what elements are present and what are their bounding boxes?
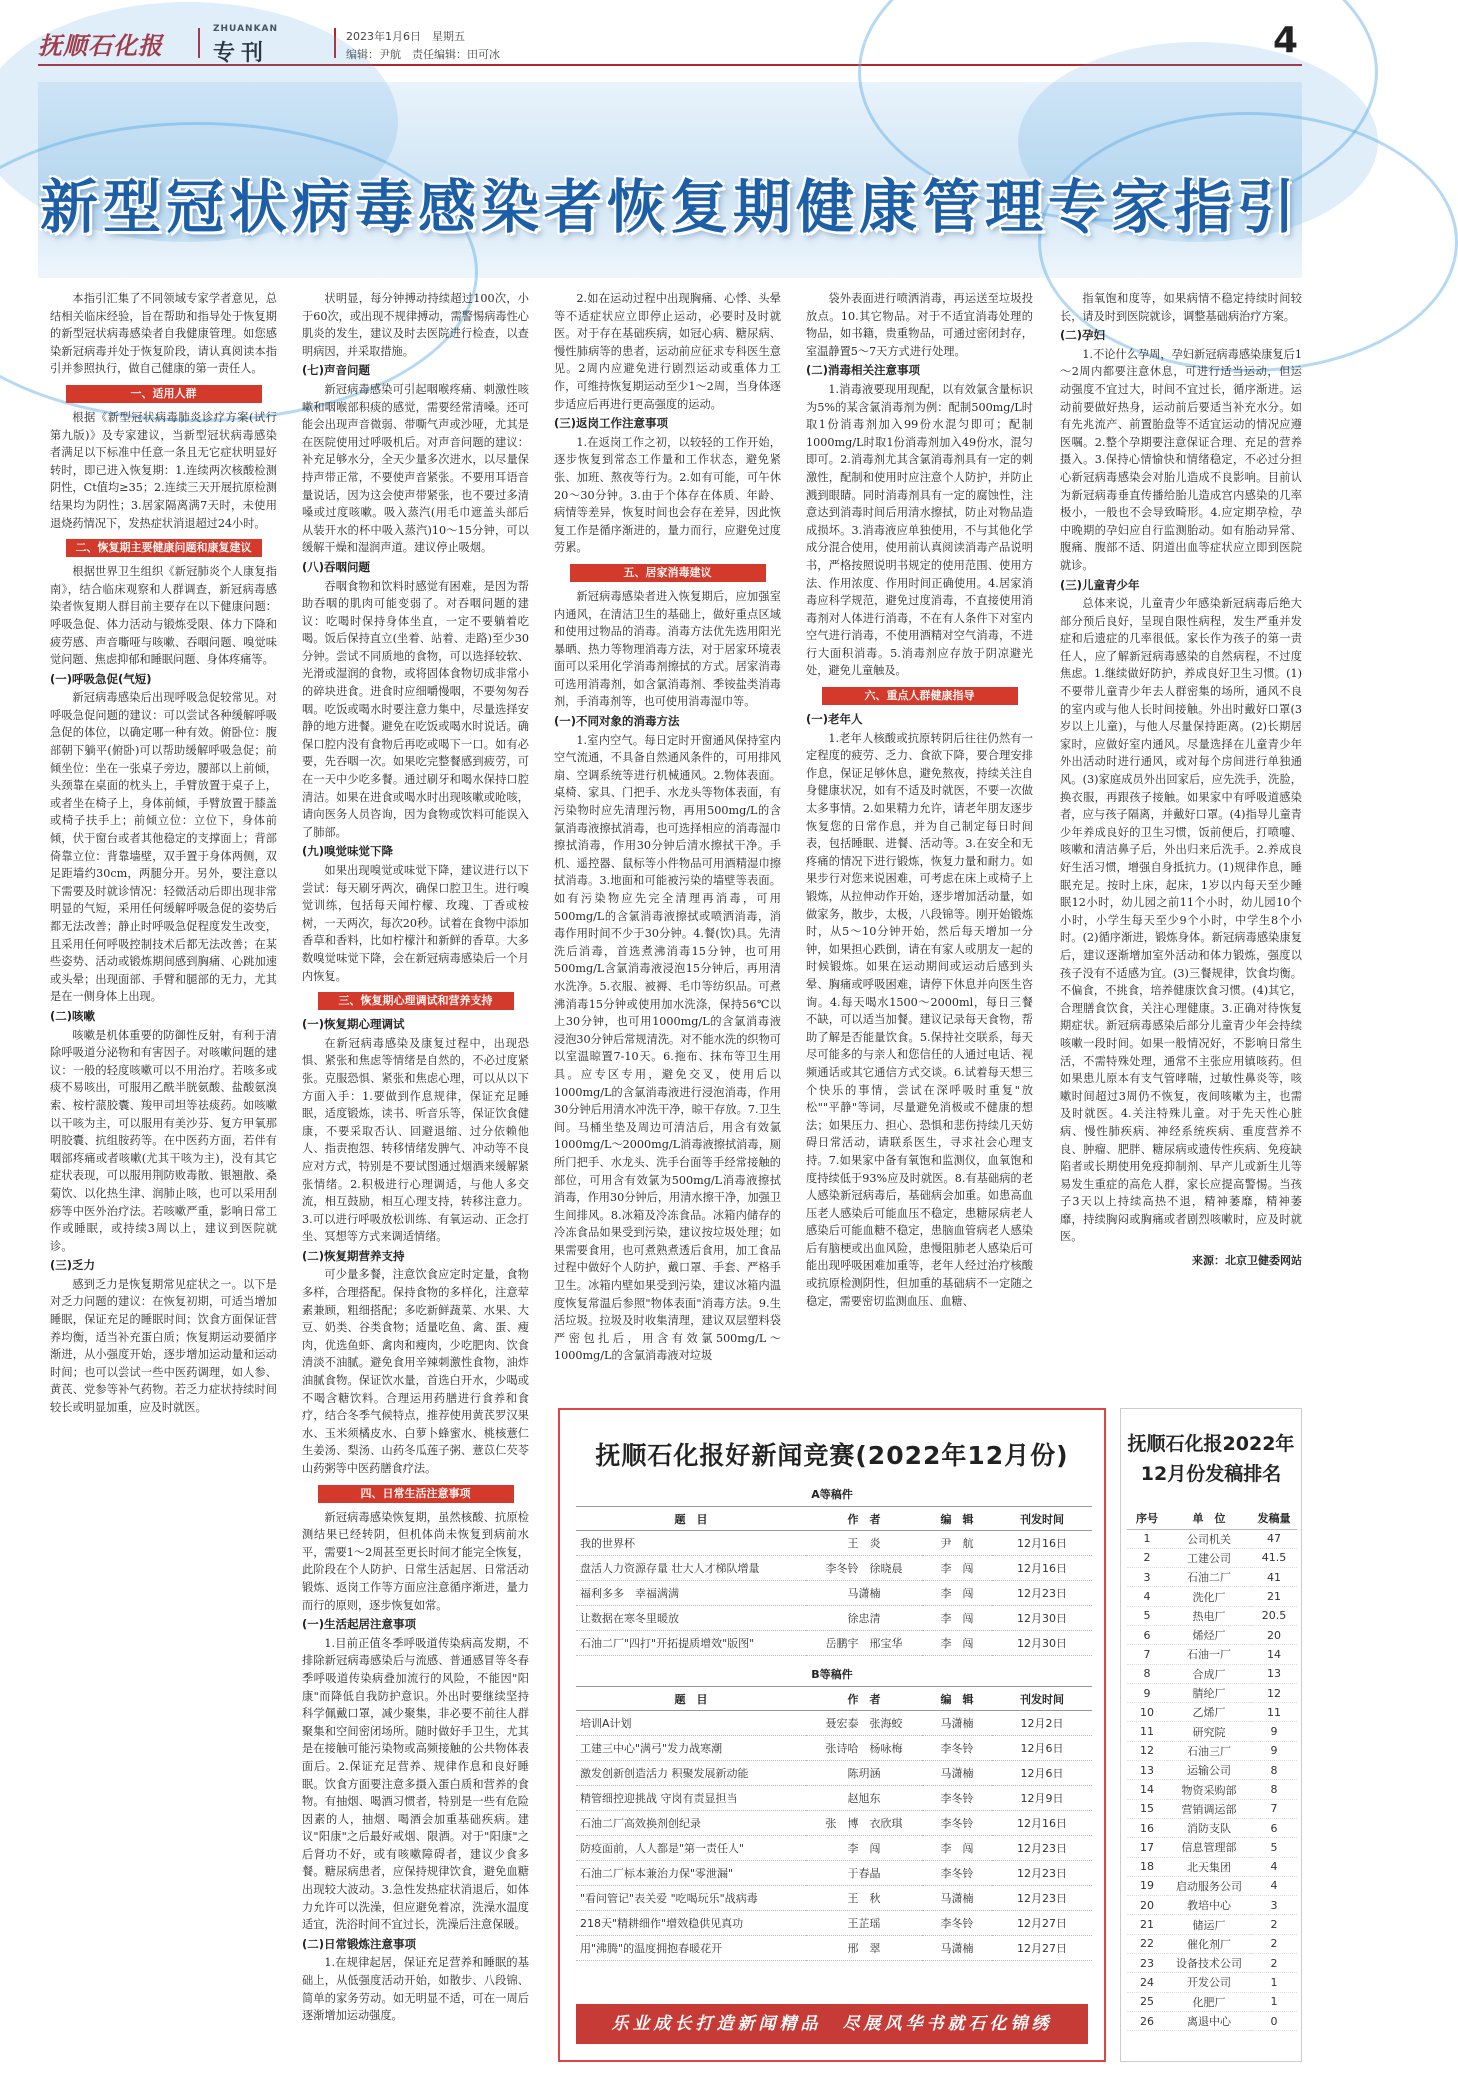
count-cell: 1 — [1251, 1992, 1297, 2011]
editor-cell: 马潇楠 — [922, 1711, 992, 1736]
unit-cell: 腈纶厂 — [1167, 1683, 1251, 1702]
unit-cell: 储运厂 — [1167, 1915, 1251, 1934]
rank-cell: 15 — [1127, 1799, 1167, 1818]
unit-cell: 信息管理部 — [1167, 1838, 1251, 1857]
column-header: 刊发时间 — [992, 1687, 1092, 1711]
count-cell: 47 — [1251, 1529, 1297, 1548]
contest-title: 抚顺石化报好新闻竞赛(2022年12月份) — [595, 1441, 1069, 1470]
table-row — [1127, 1992, 1297, 2011]
count-cell: 7 — [1251, 1799, 1297, 1818]
table-row — [1127, 1568, 1297, 1587]
table-row — [576, 1711, 1092, 1736]
article-title-cell: 石油二厂标本兼治力保"零泄漏" — [576, 1861, 806, 1886]
editor-cell: 尹 航 — [922, 1531, 992, 1556]
unit-cell: 石油二厂 — [1167, 1568, 1251, 1587]
table-row — [576, 1811, 1092, 1836]
section-heading: (一)老年人 — [806, 712, 863, 727]
article-title-cell: 激发创新创造活力 积聚发展新动能 — [576, 1761, 806, 1786]
rank-cell: 10 — [1127, 1703, 1167, 1722]
table-row — [1127, 1664, 1297, 1683]
section-heading: (二)咳嗽 — [50, 1008, 96, 1023]
section-subtitle: 三、恢复期心理调试和营养支持 — [318, 992, 514, 1010]
date-cell: 12月23日 — [992, 1581, 1092, 1606]
rank-cell: 19 — [1127, 1876, 1167, 1895]
table-row — [576, 1761, 1092, 1786]
section-heading: (二)消毒相关注意事项 — [806, 363, 921, 378]
ranking-table — [1127, 1507, 1297, 2031]
section-heading: (三)返岗工作注意事项 — [554, 416, 669, 431]
rank-cell: 26 — [1127, 2011, 1167, 2030]
section-name: 专刊 — [213, 41, 270, 66]
editor-cell: 李 闯 — [922, 1631, 992, 1656]
paragraph: 1.消毒液要现用现配，以有效氯含量标识为5%的某含氯消毒剂为例：配制500mg/L时取1份消毒剂加入99份水混匀即可；配制1000mg/L时取1份消毒剂加入49份水，混匀即可。2.消毒剂尤其含氯消毒剂具有一定的刺激性，配制和使用时应注意个人防护，并防止溅到眼睛。同时消毒剂具有一定的腐蚀性，注意达到消毒时间后用清水擦拭，防止对物品造成损坏。3.消毒液应单独使用，不与其他化学成分混合使用，使用前认真阅读消毒产品说明书，严格按照说明书规定的使用范围、使用方法、作用浓度、作用时间正确使用。4.居家消毒应科学规范，避免过度消毒，不直接使用消毒剂对人体进行消毒，不在有人条件下对室内空气进行消毒，不使用酒精对空气消毒，不进行大面积消毒。5.消毒剂应存放于阴凉避光处，避免儿童触及。 — [806, 382, 1033, 678]
date-cell: 12月16日 — [992, 1811, 1092, 1836]
date-cell: 12月23日 — [992, 1886, 1092, 1911]
article-title-cell: 用"沸腾"的温度拥抱春暖花开 — [576, 1936, 806, 1961]
unit-cell: 合成厂 — [1167, 1664, 1251, 1683]
rank-cell: 24 — [1127, 1973, 1167, 1992]
rank-cell: 2 — [1127, 1548, 1167, 1567]
rank-cell: 16 — [1127, 1818, 1167, 1837]
count-cell: 41.5 — [1251, 1548, 1297, 1567]
table-row — [576, 1606, 1092, 1631]
column-header: 作 者 — [806, 1687, 922, 1711]
date-cell: 12月30日 — [992, 1631, 1092, 1656]
table-row — [576, 1786, 1092, 1811]
section-heading: (三)乏力 — [50, 1258, 96, 1273]
date-cell: 12月30日 — [992, 1606, 1092, 1631]
paragraph: 本指引汇集了不同领域专家学者意见，总结相关临床经验，旨在帮助和指导处于恢复期的新型冠状病毒感染者自我健康管理。如您感染新冠病毒并处于恢复阶段，请认真阅读本指引并参照执行，做自己健康的第一责任人。 — [50, 292, 277, 376]
section-heading: (九)嗅觉味觉下降 — [302, 844, 394, 859]
editor-cell: 李冬铃 — [922, 1736, 992, 1761]
ranking-title-line: 抚顺石化报2022年 — [1127, 1433, 1295, 1455]
editor-cell: 李 闯 — [922, 1556, 992, 1581]
paragraph: 新冠病毒感染者进入恢复期后，应加强室内通风，在清洁卫生的基础上，做好重点区域和使用过物品的消毒。消毒方法优先选用阳光暴晒、热力等物理消毒方法，对于居家环境表面可以采用化学消毒剂擦拭的方式。居家消毒可选用消毒剂，如含氯消毒剂、季铵盐类消毒剂，手消毒剂等，也可使用消毒湿巾等。 — [554, 589, 781, 709]
rank-cell: 18 — [1127, 1857, 1167, 1876]
rank-cell: 11 — [1127, 1722, 1167, 1741]
table-row — [576, 1861, 1092, 1886]
count-cell: 2 — [1251, 1915, 1297, 1934]
article-column — [50, 290, 277, 1415]
article-title-cell: 精管细控迎挑战 守岗有责显担当 — [576, 1786, 806, 1811]
rank-cell: 3 — [1127, 1568, 1167, 1587]
table-row — [1127, 1683, 1297, 1702]
date-cell: 12月16日 — [992, 1556, 1092, 1581]
table-row — [1127, 1973, 1297, 1992]
section-subtitle: 六、重点人群健康指导 — [822, 687, 1018, 705]
table-row — [1127, 1799, 1297, 1818]
table-row — [1127, 1780, 1297, 1799]
author-cell: 于春晶 — [806, 1861, 922, 1886]
table-row — [1127, 1548, 1297, 1567]
paragraph: 新冠病毒感染可引起咽喉疼痛、刺激性咳嗽和咽喉部积痰的感觉，需要经常清嗓。还可能会出现声音微弱、带嘶气声或沙哑，尤其是在医院使用过呼吸机后。对声音问题的建议：补充足够水分，全天少量多次进水，以尽量保持声带正常，不要使声音紧张。不要用耳语音量说话，因为这会使声带紧张，也不要过多清嗓或过度咳嗽。吸入蒸汽(用毛巾遮盖头部后从装开水的杯中吸入蒸汽)10～15分钟，可以缓解干燥和湿润声道。建议停止吸烟。 — [302, 382, 529, 555]
grade-a-table — [576, 1506, 1092, 1656]
author-cell: 陈玥涵 — [806, 1761, 922, 1786]
grade-a-label: A等稿件 — [811, 1488, 853, 1501]
date-cell: 12月6日 — [992, 1761, 1092, 1786]
article-column — [806, 290, 1033, 1400]
section-subtitle: 一、适用人群 — [66, 385, 262, 403]
unit-cell: 消防支队 — [1167, 1818, 1251, 1837]
table-row — [1127, 1915, 1297, 1934]
table-row — [1127, 1818, 1297, 1837]
table-row — [1127, 1587, 1297, 1606]
section-heading: (七)声音问题 — [302, 363, 371, 378]
ranking-title-line: 12月份发稿排名 — [1140, 1463, 1282, 1485]
table-row — [576, 1836, 1092, 1861]
date-cell: 12月6日 — [992, 1736, 1092, 1761]
section-name-en: ZHUANKAN — [213, 24, 279, 34]
section-heading: (一)恢复期心理调试 — [302, 1017, 405, 1032]
table-row — [1127, 1954, 1297, 1973]
date-cell: 12月16日 — [992, 1531, 1092, 1556]
rank-cell: 14 — [1127, 1780, 1167, 1799]
unit-cell: 公司机关 — [1167, 1529, 1251, 1548]
paragraph: 袋外表面进行喷洒消毒，再运送至垃圾投放点。10.其它物品。对于不适宜消毒处理的物品，如书籍，贵重物品，可通过密闭封存，室温静置5～7天方式进行处理。 — [806, 292, 1033, 358]
paragraph: 1.不论什么孕周，孕妇新冠病毒感染康复后1～2周内都要注意休息，可进行适当运动，但运动强度不宜过大，时间不宜过长，循序渐进。运动前要做好热身，运动前后要适当补充水分。如有先兆流产、前置胎盘等不适宜运动的情况应遵医嘱。2.整个孕期要注意保证合理、充足的营养摄入。3.保持心情愉快和情绪稳定，不必过分担心新冠病毒感染会对胎儿造成不良影响。目前认为新冠病毒垂直传播给胎儿造成宫内感染的几率极小，一般也不会导致畸形。4.应定期孕检，孕中晚期的孕妇应自行监测胎动。如有胎动异常、腹痛、腹部不适、阴道出血等症状应立即到医院就诊。 — [1060, 347, 1302, 572]
count-cell: 3 — [1251, 1896, 1297, 1915]
article-title-cell: 我的世界杯 — [576, 1531, 806, 1556]
news-contest-box — [558, 1408, 1106, 2062]
table-row — [1127, 1896, 1297, 1915]
article-title-cell: 福利多多 幸福满满 — [576, 1581, 806, 1606]
ranking-box — [1120, 1408, 1302, 2062]
contest-footer-slogan: 乐业成长打造新闻精品 尽展风华书就石化锦绣 — [576, 2004, 1088, 2044]
headline: 新型冠状病毒感染者恢复期健康管理专家指引 — [39, 173, 1300, 241]
rank-cell: 7 — [1127, 1645, 1167, 1664]
unit-cell: 化肥厂 — [1167, 1992, 1251, 2011]
paragraph: 可少量多餐，注意饮食应定时定量，食物多样，合理搭配。保持食物的多样化，注意荤素兼顾，粗细搭配；多吃新鲜蔬菜、水果、大豆、奶类、谷类食物；适量吃鱼、禽、蛋、瘦肉，优选鱼虾、禽肉和瘦肉，少吃肥肉、饮食清淡不油腻。避免食用辛辣刺激性食物，油炸油腻食物。保证饮水量，首选白开水，少喝或不喝含糖饮料。合理运用药膳进行食养和食疗，结合冬季气候特点，推荐使用黄芪罗汉果水、玉米须橘皮水、白萝卜蜂蜜水、桃核薏仁生姜汤、梨汤、山药冬瓜莲子粥、薏苡仁芡苓山药粥等中医药膳食疗法。 — [302, 1268, 529, 1475]
column-header: 序号 — [1127, 1507, 1167, 1529]
table-row — [1127, 2011, 1297, 2030]
editor-cell: 李 闯 — [922, 1581, 992, 1606]
grade-b-table — [576, 1686, 1092, 1961]
column-header: 单 位 — [1167, 1507, 1251, 1529]
unit-cell: 运输公司 — [1167, 1761, 1251, 1780]
unit-cell: 启动服务公司 — [1167, 1876, 1251, 1895]
author-cell: 马潇楠 — [806, 1581, 922, 1606]
article-title-cell: "看问管记"表关爱 "吃喝玩乐"战病毒 — [576, 1886, 806, 1911]
editor-cell: 马潇楠 — [922, 1936, 992, 1961]
column-header: 题 目 — [576, 1687, 806, 1711]
table-row — [576, 1531, 1092, 1556]
count-cell: 8 — [1251, 1780, 1297, 1799]
rank-cell: 6 — [1127, 1625, 1167, 1644]
table-row — [576, 1556, 1092, 1581]
paragraph: 吞咽食物和饮料时感觉有困难，是因为帮助吞咽的肌肉可能变弱了。对吞咽问题的建议：吃喝时保持身体坐直，一定不要躺着吃喝。饭后保持直立(坐着、站着、走路)至少30分钟。尝试不同质地的食物，可以选择较软、光滑或湿润的食物，或将固体食物切成非常小的碎块进食。进食时应细嚼慢咽，不要匆匆吞咽。吃饭或喝水时要注意力集中，尽量选择安静的地方进餐。避免在吃饭或喝水时说话。确保口腔内没有食物后再吃或喝下一口。如有必要，先吞咽一次。如果吃完整餐感到疲劳，可在一天中少吃多餐。通过刷牙和喝水保持口腔清洁。如果在进食或喝水时出现咳嗽或呛咳，请向医务人员咨询，因为食物或饮料可能误入了肺部。 — [302, 579, 529, 839]
count-cell: 4 — [1251, 1876, 1297, 1895]
paragraph: 如果出现嗅觉或味觉下降，建议进行以下尝试：每天刷牙两次，确保口腔卫生。进行嗅觉训练，包括每天闻柠檬、玫瑰、丁香或桉树，一天两次，每次20秒。试着在食物中添加香草和香料，比如柠檬汁和新鲜的香草。大多数嗅觉味觉下降，会在新冠病毒感染后一个月内恢复。 — [302, 864, 529, 983]
editors-line: 编辑：尹航 责任编辑：田可冰 — [346, 48, 500, 61]
author-cell: 聂宏泰 张海蛟 — [806, 1711, 922, 1736]
editor-cell: 李冬铃 — [922, 1861, 992, 1886]
table-row — [576, 1736, 1092, 1761]
count-cell: 6 — [1251, 1818, 1297, 1837]
count-cell: 9 — [1251, 1722, 1297, 1741]
count-cell: 0 — [1251, 2011, 1297, 2030]
count-cell: 9 — [1251, 1741, 1297, 1760]
paragraph: 1.目前正值冬季呼吸道传染病高发期，不排除新冠病毒感染后与流感、普通感冒等冬春季呼吸道传染病叠加流行的风险，不能因"阳康"而降低自我防护意识。外出时要继续坚持科学佩戴口罩，减少聚集，非必要不前往人群聚集和空间密闭场所。随时做好手卫生，尤其是在接触可能污染物或高频接触的公共物体表面后。2.保证充足营养、规律作息和良好睡眠。饮食方面要注意多摄入蛋白质和营养的食物。有抽烟、喝酒习惯者，特别是一些有危险因素的人，抽烟、喝酒会加重基础疾病。建议"阳康"之后最好戒烟、限酒。对于"阳康"之后肾功不好，或有咳嗽障碍者，建议少食多餐。糖尿病患者，应保持规律饮食，避免血糖出现较大波动。3.急性发热症状消退后，如体力允许可以洗澡，但应避免着凉，洗澡水温度适宜，洗浴时间不宜过长，洗澡后注意保暖。 — [302, 1636, 529, 1932]
rank-cell: 5 — [1127, 1606, 1167, 1625]
count-cell: 20 — [1251, 1625, 1297, 1644]
rank-cell: 17 — [1127, 1838, 1167, 1857]
paragraph: 在新冠病毒感染及康复过程中，出现恐惧、紧张和焦虑等情绪是自然的，不必过度紧张。克服恐惧、紧张和焦虑心理，可以从以下方面入手：1.要做到作息规律，保证充足睡眠，适度锻炼，读书、听音乐等，保证饮食健康，不要采取否认、回避退缩、过分依赖他人、指责抱怨、转移情绪发脾气、冲动等不良应对方式，特别是不要试图通过烟酒来缓解紧张情绪。2.积极进行心理调适，与他人多交流，相互鼓励，相互心理支持，转移注意力。3.可以进行呼吸放松训练、有氧运动、正念打坐、冥想等方式来调适情绪。 — [302, 1036, 529, 1244]
table-row — [1127, 1529, 1297, 1548]
editor-cell: 李冬铃 — [922, 1911, 992, 1936]
editor-cell: 马潇楠 — [922, 1761, 992, 1786]
unit-cell: 研究院 — [1167, 1722, 1251, 1741]
table-row — [576, 1936, 1092, 1961]
paragraph: 2.如在运动过程中出现胸痛、心悸、头晕等不适症状应立即停止运动，必要时及时就医。对于存在基础疾病，如冠心病、糖尿病、慢性肺病等的患者，运动前应征求专科医生意见。2周内应避免进行剧烈运动或重体力工作，可维持恢复期运动至少1～2周，当身体逐步适应后再进行更高强度的运动。 — [554, 292, 781, 411]
paragraph: 新冠病毒感染后出现呼吸急促较常见。对呼吸急促问题的建议：可以尝试各种缓解呼吸急促的体位，以确定哪一种有效。俯卧位：腹部朝下躺平(俯卧)可以帮助缓解呼吸急促；前倾坐位：坐在一张桌子旁边，腰部以上前倾，头颈靠在桌面的枕头上，手臂放置于桌子上，或者坐在椅子上，身体前倾，手臂放置于膝盖或椅子扶手上；前倾立位：立位下，身体前倾，伏于窗台或者其他稳定的支撑面上；背部倚靠立位：背靠墙壁，双手置于身体两侧，双足距墙约30cm，两腿分开。另外，要注意以下需要及时就诊情况：轻微活动后即出现非常明显的气短，采用任何缓解呼吸急促的姿势后都无法改善；静止时呼吸急促程度发生改变，且采用任何呼吸控制技术后都无法改善；在某些姿势、活动或锻炼期间感到胸痛、心跳加速或头晕；出现面部、手臂和腿部的无力，尤其是在一侧身体上出现。 — [50, 691, 277, 1004]
unit-cell: 催化剂厂 — [1167, 1934, 1251, 1953]
article-title-cell: 防疫面前，人人都是"第一责任人" — [576, 1836, 806, 1861]
section-heading: (二)恢复期营养支持 — [302, 1248, 405, 1263]
count-cell: 2 — [1251, 1934, 1297, 1953]
count-cell: 4 — [1251, 1857, 1297, 1876]
column-header: 发稿量 — [1251, 1507, 1297, 1529]
author-cell: 徐忠清 — [806, 1606, 922, 1631]
count-cell: 14 — [1251, 1645, 1297, 1664]
author-cell: 赵旭东 — [806, 1786, 922, 1811]
unit-cell: 石油三厂 — [1167, 1741, 1251, 1760]
editor-cell: 李 闯 — [922, 1606, 992, 1631]
article-title-cell: 盘活人力资源存量 壮大人才梯队增量 — [576, 1556, 806, 1581]
table-row — [576, 1581, 1092, 1606]
article-title-cell: 培训A计划 — [576, 1711, 806, 1736]
count-cell: 41 — [1251, 1568, 1297, 1587]
count-cell: 12 — [1251, 1683, 1297, 1702]
author-cell: 邢 翠 — [806, 1936, 922, 1961]
section-heading: (一)生活起居注意事项 — [302, 1617, 417, 1632]
count-cell: 21 — [1251, 1587, 1297, 1606]
count-cell: 20.5 — [1251, 1606, 1297, 1625]
newspaper-logo: 抚顺石化报 — [38, 31, 163, 60]
count-cell: 2 — [1251, 1954, 1297, 1973]
rank-cell: 20 — [1127, 1896, 1167, 1915]
table-row — [1127, 1934, 1297, 1953]
paragraph: 咳嗽是机体重要的防御性反射，有利于清除呼吸道分泌物和有害因子。对咳嗽问题的建议：一般的轻度咳嗽可以不用治疗。若咳多或痰不易咳出，可服用乙酰半胱氨酸、盐酸氨溴索、桉柠蒎胶囊、羧甲司坦等祛痰药。如咳嗽以干咳为主，可以服用有美沙芬、复方甲氧那明胶囊、抗组胺药等。在中医药方面，若伴有咽部疼痛或者咳嗽(尤其干咳为主)，没有其它症状表现，可以服用荆防败毒散、银翘散、桑菊饮、以化热生津、润肺止咳，也可以采用刮痧等中医外治疗法。若咳嗽严重，影响日常工作或睡眠，或持续3周以上，建议到医院就诊。 — [50, 1028, 277, 1253]
unit-cell: 洗化厂 — [1167, 1587, 1251, 1606]
ranking-title — [1121, 1429, 1301, 1489]
page-number: 4 — [1272, 20, 1298, 61]
article-source: 来源：北京卫健委网站 — [1192, 1254, 1302, 1268]
editor-cell: 马潇楠 — [922, 1886, 992, 1911]
section-heading: (八)吞咽问题 — [302, 559, 371, 574]
column-header: 编 辑 — [922, 1507, 992, 1531]
editor-cell: 李 闯 — [922, 1836, 992, 1861]
unit-cell: 北天集团 — [1167, 1857, 1251, 1876]
author-cell: 李冬铃 徐晓晨 — [806, 1556, 922, 1581]
date-cell: 12月23日 — [992, 1836, 1092, 1861]
author-cell: 王 秋 — [806, 1886, 922, 1911]
paragraph: 感到乏力是恢复期常见症状之一。以下是对乏力问题的建议：在恢复初期，可适当增加睡眠，保证充足的睡眠时间；饮食方面保证营养均衡，适当补充蛋白质；恢复期运动要循序渐进，从小强度开始，逐步增加运动量和运动时间；也可以尝试一些中医药调理，如人参、黄芪、党参等补气药物。若乏力症状持续时间较长或明显加重，应及时就医。 — [50, 1277, 277, 1415]
article-title-cell: 石油二厂"四打"开拓提质增效"版图" — [576, 1631, 806, 1656]
unit-cell: 离退中心 — [1167, 2011, 1251, 2030]
column-header: 题 目 — [576, 1507, 806, 1531]
editor-cell: 李冬铃 — [922, 1786, 992, 1811]
count-cell: 8 — [1251, 1761, 1297, 1780]
table-row — [1127, 1625, 1297, 1644]
table-row — [1127, 1741, 1297, 1760]
section-heading: (三)儿童青少年 — [1060, 577, 1140, 592]
table-row — [576, 1886, 1092, 1911]
section-heading: (二)日常锻炼注意事项 — [302, 1936, 417, 1951]
date-cell: 12月23日 — [992, 1861, 1092, 1886]
table-row — [1127, 1722, 1297, 1741]
rank-cell: 25 — [1127, 1992, 1167, 2011]
column-header: 作 者 — [806, 1507, 922, 1531]
unit-cell: 教培中心 — [1167, 1896, 1251, 1915]
grade-b-label: B等稿件 — [811, 1668, 853, 1681]
rank-cell: 9 — [1127, 1683, 1167, 1702]
rank-cell: 1 — [1127, 1529, 1167, 1548]
unit-cell: 热电厂 — [1167, 1606, 1251, 1625]
paragraph: 根据世界卫生组织《新冠肺炎个人康复指南》，结合临床观察和人群调查，新冠病毒感染者恢复期人群目前主要存在以下健康问题：呼吸急促、体力活动与锻炼受限、体力下降和疲劳感、声音嘶哑与咳嗽、吞咽问题、嗅觉味觉问题、焦虑抑郁和睡眠问题、身体疼痛等。 — [50, 565, 277, 667]
table-row — [1127, 1838, 1297, 1857]
section-heading: (二)孕妇 — [1060, 328, 1106, 343]
date-cell: 12月27日 — [992, 1911, 1092, 1936]
table-row — [1127, 1645, 1297, 1664]
table-row — [1127, 1876, 1297, 1895]
count-cell: 13 — [1251, 1664, 1297, 1683]
section-heading: (一)呼吸急促(气短) — [50, 671, 152, 686]
unit-cell: 乙烯厂 — [1167, 1703, 1251, 1722]
paragraph: 指氧饱和度等，如果病情不稳定持续时间较长，请及时到医院就诊，调整基础病治疗方案。 — [1060, 292, 1302, 323]
rank-cell: 4 — [1127, 1587, 1167, 1606]
unit-cell: 工建公司 — [1167, 1548, 1251, 1567]
article-title-cell: 工建三中心"满弓"发力战寒潮 — [576, 1736, 806, 1761]
author-cell: 王芷瑶 — [806, 1911, 922, 1936]
rank-cell: 21 — [1127, 1915, 1167, 1934]
article-title-cell: 石油二厂高效换剂创纪录 — [576, 1811, 806, 1836]
table-row — [576, 1911, 1092, 1936]
paragraph: 总体来说，儿童青少年感染新冠病毒后绝大部分预后良好，呈现自限性病程，发生严重并发症和后遗症的几率很低。家长作为孩子的第一责任人，应了解新冠病毒感染的自然病程，不过度焦虑。1.继续做好防护，养成良好卫生习惯。(1)不要带儿童青少年去人群密集的场所，通风不良的室内或与他人长时间接触。外出时戴好口罩(3岁以上儿童)，与他人尽量保持距离。(2)长期居家时，应做好室内通风。尽量选择在儿童青少年外出活动时进行通风，或对每个房间进行单独通风。(3)家庭成员外出回家后，应先洗手，洗脸，换衣服，再跟孩子接触。如果家中有呼吸道感染者，应与孩子隔离，并戴好口罩。(4)指导儿童青少年养成良好的卫生习惯，饭前便后，打喷嚏、咳嗽和清洁鼻子后，外出归来后洗手。2.养成良好生活习惯，增强自身抵抗力。(1)规律作息，睡眠充足。按时上床，起床，1岁以内每天至少睡眠12小时，幼儿园之前11个小时，幼儿园10个小时，小学生每天至少9个小时，中学生8个小时。(2)循序渐进，锻炼身体。新冠病毒感染康复后，建议逐渐增加室外活动和体力锻炼，强度以孩子没有不适感为宜。(3)三餐规律，饮食均衡。不偏食，不挑食，培养健康饮食习惯。(4)其它，合理膳食饮食，关注心理健康。3.正确对待恢复期症状。新冠病毒感染后部分儿童青少年会持续咳嗽一段时间。如果一般情况好，不影响日常生活，不需特殊处理，通常不主张应用镇咳药。但如果患儿原本有支气管哮喘，过敏性鼻炎等，咳嗽时间超过3周仍不恢复，夜间咳嗽为主，也需及时就医。4.关注特殊儿童。对于先天性心脏病、慢性肺疾病、神经系统疾病、重度营养不良、肿瘤、肥胖、糖尿病或遗传性疾病、免疫缺陷者或长期使用免疫抑制剂、早产儿或新生儿等易发生重症的高危人群，家长应提高警惕。当孩子3天以上持续高热不退，精神萎靡，精神萎靡，持续胸闷或胸痛或者剧烈咳嗽时，应及时就医。 — [1060, 597, 1302, 1244]
paragraph: 1.在规律起居，保证充足营养和睡眠的基础上，从低强度活动开始，如散步、八段锦、简单的家务劳动。如无明显不适，可在一周后逐渐增加运动强度。 — [302, 1956, 529, 2023]
section-subtitle: 二、恢复期主要健康问题和康复建议 — [66, 539, 262, 557]
count-cell: 11 — [1251, 1703, 1297, 1722]
author-cell: 张诗哈 杨咏梅 — [806, 1736, 922, 1761]
section-subtitle: 四、日常生活注意事项 — [318, 1485, 514, 1503]
author-cell: 张 博 衣欣琪 — [806, 1811, 922, 1836]
date-cell: 12月2日 — [992, 1711, 1092, 1736]
article-title-cell: 让数据在寒冬里暖放 — [576, 1606, 806, 1631]
rank-cell: 13 — [1127, 1761, 1167, 1780]
date-cell: 12月27日 — [992, 1936, 1092, 1961]
section-heading: (一)不同对象的消毒方法 — [554, 714, 680, 729]
article-column — [1060, 290, 1302, 1400]
paragraph: 1.在返岗工作之初，以较轻的工作开始，逐步恢复到常态工作量和工作状态，避免紧张、加班、熬夜等行为。2.如有可能，可午休20～30分钟。3.由于个体存在体质、年龄、病情等差异，恢复时间也会存在差异，因此恢复工作是循序渐进的，量力而行，应避免过度劳累。 — [554, 435, 781, 555]
count-cell: 5 — [1251, 1838, 1297, 1857]
table-row — [576, 1631, 1092, 1656]
headline-banner — [38, 82, 1302, 278]
editor-cell: 李冬铃 — [922, 1811, 992, 1836]
paragraph: 新冠病毒感染恢复期，虽然核酸、抗原检测结果已经转阴，但机体尚未恢复到病前水平，需要1～2周甚至更长时间才能完全恢复，此阶段在个人防护、日常生活起居、日常活动锻炼、返岗工作等方面应注意循序渐进，量力而行的原则，逐步恢复如常。 — [302, 1510, 529, 1612]
rank-cell: 23 — [1127, 1954, 1167, 1973]
table-row — [1127, 1857, 1297, 1876]
section-subtitle: 五、居家消毒建议 — [570, 564, 766, 582]
article-column — [554, 290, 781, 1400]
rank-cell: 22 — [1127, 1934, 1167, 1953]
article-title-cell: 218天"精耕细作"增效稳供见真功 — [576, 1911, 806, 1936]
unit-cell: 营销调运部 — [1167, 1799, 1251, 1818]
count-cell: 1 — [1251, 1973, 1297, 1992]
author-cell: 岳鹏宇 邢宝华 — [806, 1631, 922, 1656]
paragraph: 根据《新型冠状病毒肺炎诊疗方案(试行第九版)》及专家建议，当新型冠状病毒感染者满足以下标准中任意一条且无它症状明显好转时，即已进入恢复期：1.连续两次核酸检测阴性，Ct值均≥35；2.连续三天开展抗原检测结果均为阴性；3.居家隔离满7天时，未使用退烧药情况下，发热症状消退超过24小时。 — [50, 410, 277, 530]
unit-cell: 物资采购部 — [1167, 1780, 1251, 1799]
issue-date: 2023年1月6日 星期五 — [346, 30, 465, 43]
unit-cell: 开发公司 — [1167, 1973, 1251, 1992]
date-cell: 12月9日 — [992, 1786, 1092, 1811]
article-column — [302, 290, 529, 2023]
rank-cell: 12 — [1127, 1741, 1167, 1760]
author-cell: 王 炎 — [806, 1531, 922, 1556]
unit-cell: 设备技术公司 — [1167, 1954, 1251, 1973]
table-row — [1127, 1703, 1297, 1722]
column-header: 刊发时间 — [992, 1507, 1092, 1531]
author-cell: 李 闯 — [806, 1836, 922, 1861]
unit-cell: 石油一厂 — [1167, 1645, 1251, 1664]
paragraph: 1.室内空气。每日定时开窗通风保持室内空气流通，不具备自然通风条件的，可用排风扇、空调系统等进行机械通风。2.物体表面。桌椅、家具、门把手、水龙头等物体表面，有污染物时应先清理污物，再用500mg/L的含氯消毒液擦拭消毒，也可选择相应的消毒湿巾擦拭消毒，作用30分钟后清水擦拭干净。手机、遥控器、鼠标等小件物品可用酒精湿巾擦拭消毒。3.地面和可能被污染的墙壁等表面。如有污染物应先完全清理再消毒，可用500mg/L的含氯消毒液擦拭或喷洒消毒，消毒作用时间不少于30分钟。4.餐(饮)具。先清洗后消毒，首选煮沸消毒15分钟，也可用500mg/L含氯消毒液浸泡15分钟后，再用清水洗净。5.衣服、被褥、毛巾等纺织品。可煮沸消毒15分钟或使用加水洗涤，保持56℃以上30分钟，也可用1000mg/L的含氯消毒液浸泡30分钟后常规清洗。对不能水洗的织物可以室温晾置7-10天。6.拖布、抹布等卫生用具。应专区专用，避免交叉，使用后以1000mg/L的含氯消毒液进行浸泡消毒，作用30分钟后用清水冲洗干净，晾干存放。7.卫生间。马桶坐垫及周边可清洁后，用含有效氯1000mg/L～2000mg/L消毒液擦拭消毒，厕所门把手、水龙头、洗手台面等手经常接触的部位，可用含有效氯为500mg/L消毒液擦拭消毒，作用30分钟后，用清水擦干净，加强卫生间排风。8.冰箱及冷冻食品。冰箱内储存的冷冻食品如果受到污染，建议按垃圾处理；如果需要食用，也可煮熟煮透后食用，加工食品过程中做好个人防护，戴口罩、手套、严格手卫生。冰箱内壁如果受到污染，建议冰箱内温度恢复常温后参照"物体表面"消毒方法。9.生活垃圾。拉圾及时收集清理，建议双层塑料袋严密包扎后，用含有效氯500mg/L～1000mg/L的含氯消毒液对垃圾 — [554, 733, 781, 1363]
rank-cell: 8 — [1127, 1664, 1167, 1683]
table-row — [1127, 1761, 1297, 1780]
table-row — [1127, 1606, 1297, 1625]
paragraph: 1.老年人核酸或抗原转阴后往往仍然有一定程度的疲劳、乏力、食欲下降，要合理安排作息，保证足够休息，避免熬夜，持续关注自身健康状况，如有不适及时就医，不要一次做太多事情。2.如果精力允许，请老年朋友逐步恢复您的日常作息，并为自己制定每日时间表，包括睡眠、进餐、活动等。3.在安全和无疼痛的情况下进行锻炼，恢复力量和耐力。如果步行对您来说困难，可考虑在床上或椅子上锻炼，从拉伸动作开始，逐步增加活动量，如做家务，散步，太极，八段锦等。刚开始锻炼时，从5～10分钟开始，然后每天增加一分钟，如果担心跌倒，请在有家人或朋友一起的时候锻炼。如果在运动期间或运动后感到头晕、胸痛或呼吸困难，请停下休息并向医生咨询。4.每天喝水1500～2000ml，每日三餐不缺，可以适当加餐。建议记录每天食物，帮助了解是否能量饮食。5.保持社交联系，每天尽可能多的与亲人和您信任的人通过电话、视频通话或其它通信方式交谈。6.试着每天想三个快乐的事情，尝试在深呼吸时重复"放松""平静"等词，尽量避免消极或不健康的想法；如果压力、担心、恐惧和悲伤持续几天妨碍日常活动，请联系医生，寻求社会心理支持。7.如果家中备有氧饱和监测仪，血氧饱和度持续低于93%应及时就医。8.有基础病的老人感染新冠病毒后，基础病会加重。如患高血压老人感染后可能血压不稳定，患糖尿病老人感染后可能血糖不稳定，患脑血管病老人感染后有脑梗或出血风险，患慢阻肺老人感染后可能出现呼吸困难加重等，老年人经过治疗核酸或抗原检测阴性，但加重的基础病不一定随之稳定，需要密切监测血压、血糖、 — [806, 731, 1033, 1308]
unit-cell: 烯烃厂 — [1167, 1625, 1251, 1644]
column-header: 编 辑 — [922, 1687, 992, 1711]
paragraph: 状明显，每分钟搏动持续超过100次，小于60次，或出现不规律搏动，需警惕病毒性心肌炎的发生，建议及时去医院进行检查，以查明病因，并采取措施。 — [302, 292, 529, 358]
